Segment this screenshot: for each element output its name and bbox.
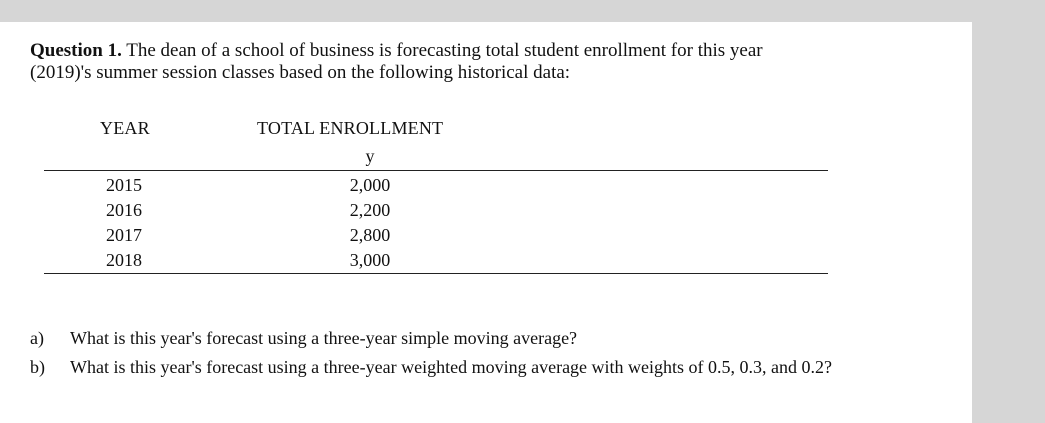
year-cell: 2015 xyxy=(106,175,142,195)
table-row xyxy=(0,173,900,198)
year-column-header: YEAR xyxy=(100,118,150,138)
enrollment-cell: 2,200 xyxy=(349,200,391,220)
sub-question-a xyxy=(30,325,950,352)
sub-question-b xyxy=(30,354,950,381)
enrollment-cell: 3,000 xyxy=(349,250,391,270)
year-cell: 2018 xyxy=(106,250,142,270)
table-bottom-rule xyxy=(44,273,828,274)
table-row xyxy=(0,248,900,273)
question-text xyxy=(30,40,930,84)
table-top-rule xyxy=(44,170,828,171)
question-text-line2: (2019)'s summer session classes based on the following historical data: xyxy=(30,62,571,83)
question-label: Question 1. xyxy=(30,40,122,61)
year-cell: 2016 xyxy=(106,200,142,220)
sub-question-text: What is this year's forecast using a three-year simple moving average? xyxy=(70,328,578,348)
table-row xyxy=(0,198,900,223)
sub-question-list xyxy=(30,325,950,383)
question-text-line1: The dean of a school of business is forecasting total student enrollment for this year xyxy=(121,40,763,61)
sub-question-text: What is this year's forecast using a three-year weighted moving average with weights of 0.5, 0.3, and 0.2? xyxy=(70,357,833,377)
document-page xyxy=(0,22,972,423)
enrollment-table-body xyxy=(0,173,900,273)
year-cell: 2017 xyxy=(106,225,142,245)
sub-question-label: b) xyxy=(30,357,45,377)
total-enrollment-column-header: TOTAL ENROLLMENT xyxy=(257,118,444,138)
enrollment-cell: 2,000 xyxy=(349,175,391,195)
sub-question-label: a) xyxy=(30,328,44,348)
table-row xyxy=(0,223,900,248)
y-variable-header: y xyxy=(365,146,375,166)
enrollment-cell: 2,800 xyxy=(349,225,391,245)
